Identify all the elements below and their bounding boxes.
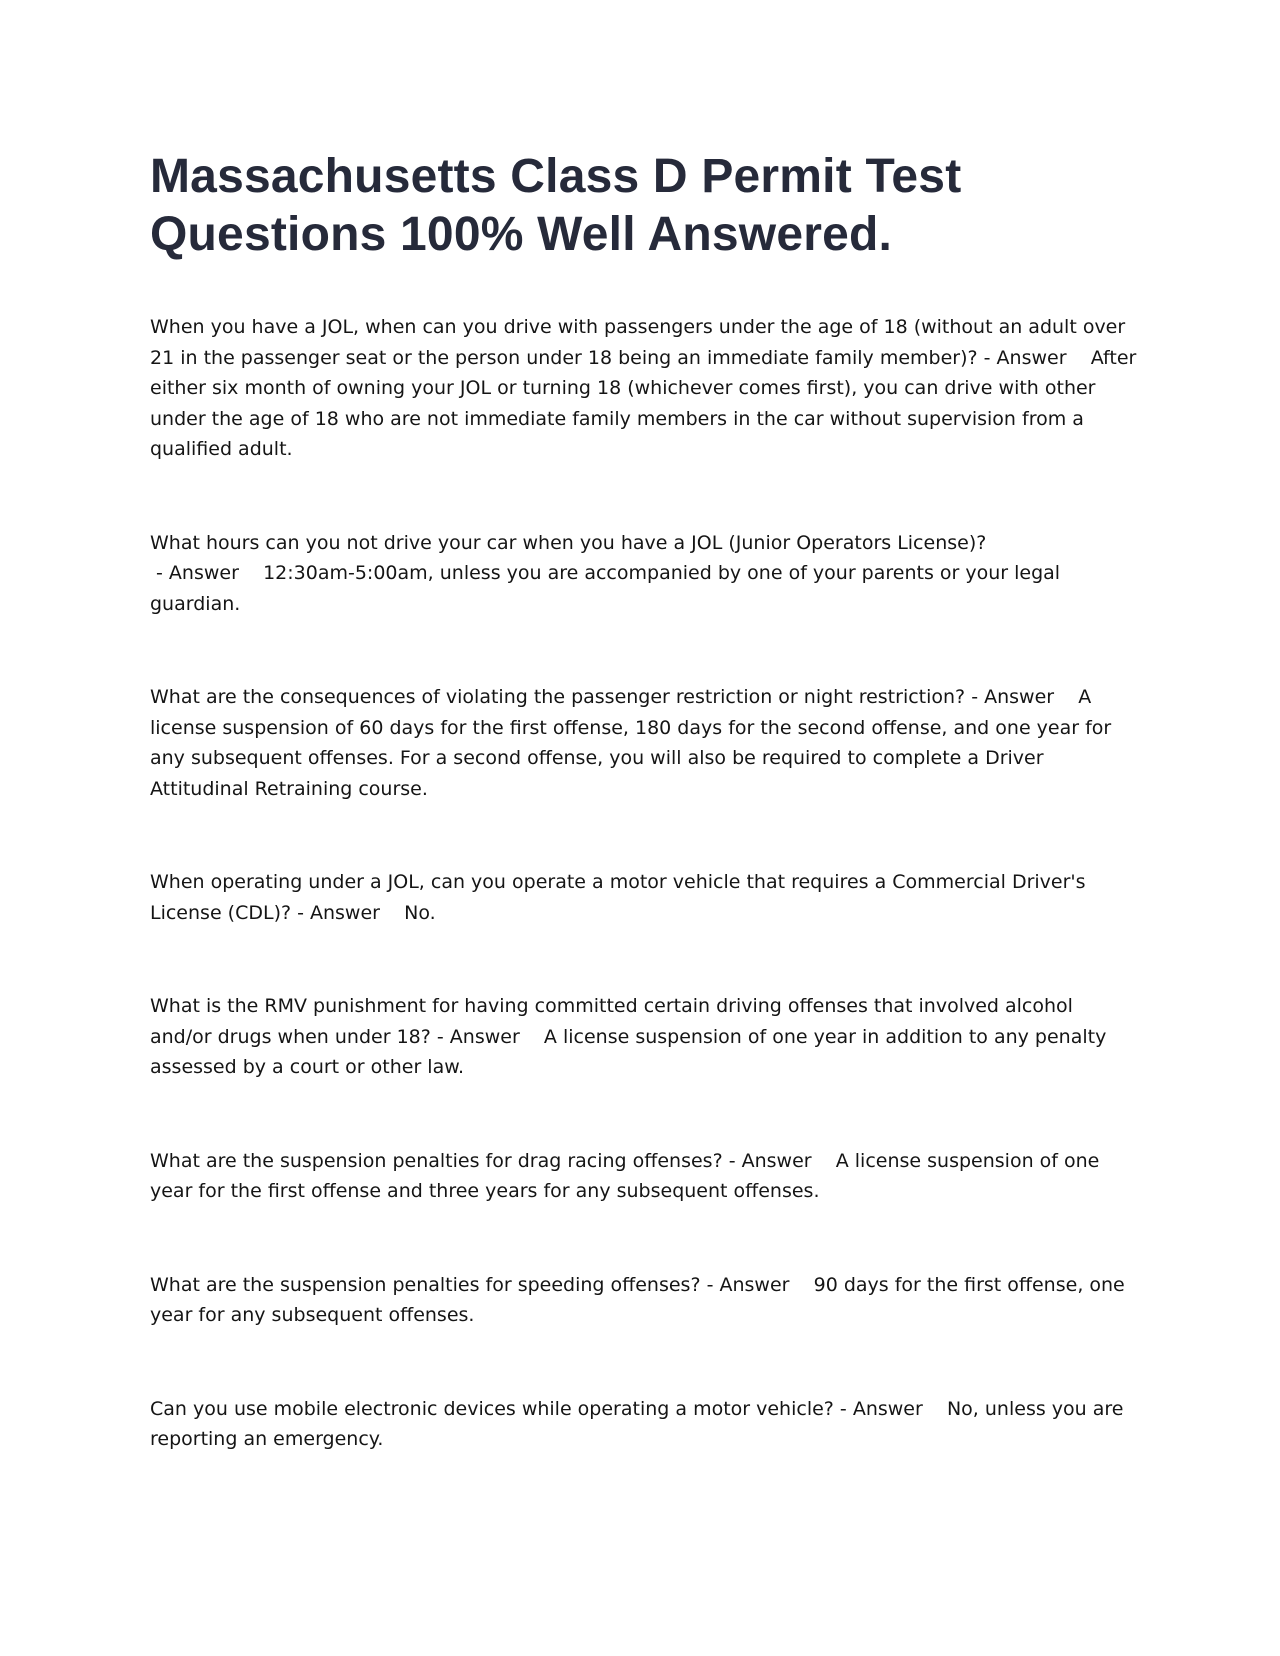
answer-separator: - Answer (722, 1149, 836, 1172)
qa-item (150, 682, 1140, 804)
answer-separator: - Answer (150, 562, 264, 584)
question-text: What are the consequences of violating the passenger restriction or night restriction? (150, 686, 966, 708)
qa-item (150, 867, 1140, 928)
qa-item (150, 1270, 1140, 1331)
answer-text: 12:30am-5:00am, unless you are accompanied by one of your parents or your legal guardian. (150, 562, 1061, 615)
question-text: What is the RMV punishment for having committed certain driving offenses that involved alcohol and/or drugs when under 18? (150, 995, 1073, 1048)
answer-text: After either six month of owning your JOL or turning 18 (whichever comes first), you can drive with other under the age of 18 who are not immediate family members in the car without supervision from a qualified adult. (150, 346, 1137, 460)
answer-separator: - Answer (291, 901, 405, 924)
document-title: Massachusetts Class D Permit Test Questions 100% Well Answered. (150, 150, 962, 261)
answer-separator: - Answer (700, 1273, 814, 1296)
answer-text: A license suspension of 60 days for the first offense, 180 days for the second offense, and one year for any subsequent offenses. For a second offense, you will also be required to complete a Driver Attitudinal Retraining course. (150, 686, 1112, 800)
answer-separator: - Answer (430, 1025, 544, 1048)
answer-text: No. (404, 901, 436, 924)
answer-separator: - Answer (965, 686, 1079, 708)
answer-text: No, unless you are reporting an emergency. (150, 1397, 1124, 1450)
qa-list (150, 312, 1140, 1455)
question-text: When operating under a JOL, can you operate a motor vehicle that requires a Commercial Driver's License (CDL)? (150, 871, 1086, 924)
qa-item (150, 312, 1140, 465)
answer-separator: - Answer (977, 346, 1091, 369)
question-text: What hours can you not drive your car when you have a JOL (Junior Operators License)? (150, 531, 987, 554)
answer-text: A license suspension of one year in addition to any penalty assessed by a court or other law. (150, 1025, 1107, 1078)
qa-item (150, 991, 1140, 1083)
question-text: What are the suspension penalties for drag racing offenses? (150, 1149, 723, 1172)
question-text: When you have a JOL, when can you drive with passengers under the age of 18 (without an adult over 21 in the passenger seat or the person under 18 being an immediate family member)? (150, 316, 1126, 369)
qa-item (150, 1146, 1140, 1207)
answer-separator: - Answer (833, 1397, 947, 1420)
qa-item (150, 1394, 1140, 1455)
answer-text: 90 days for the first offense, one year for any subsequent offenses. (150, 1273, 1125, 1326)
question-text: What are the suspension penalties for speeding offenses? (150, 1273, 701, 1296)
document-page (150, 148, 1140, 1518)
answer-text: A license suspension of one year for the first offense and three years for any subsequent offenses. (150, 1149, 1100, 1202)
qa-item (150, 528, 1140, 620)
question-text: Can you use mobile electronic devices while operating a motor vehicle? (150, 1397, 834, 1420)
